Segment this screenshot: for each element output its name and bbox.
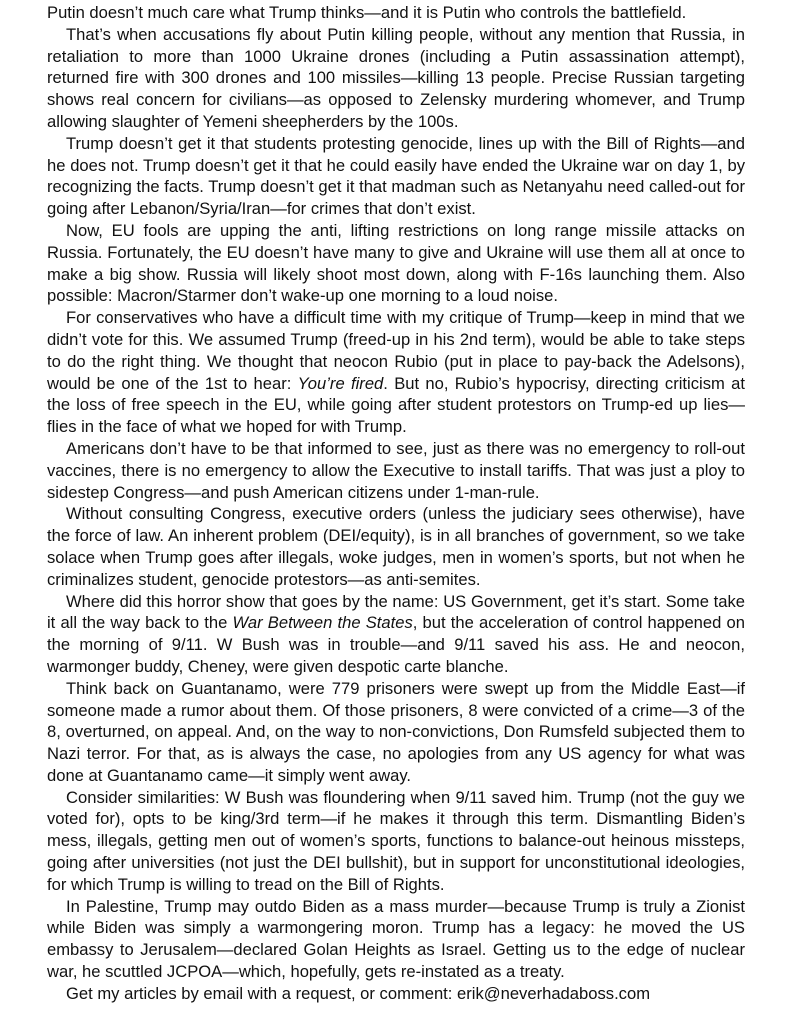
article-paragraph bbox=[47, 787, 745, 896]
article-paragraph bbox=[47, 220, 745, 307]
paragraph-text: Where did this horror show that goes by the name: US Government, get it’s start. Some take it all the way back to the bbox=[47, 591, 745, 633]
article-paragraph bbox=[47, 307, 745, 438]
article-body bbox=[47, 2, 745, 1005]
article-paragraph bbox=[47, 503, 745, 590]
paragraph-text: Consider similarities: W Bush was floundering when 9/11 saved him. Trump (not the guy we voted for), opts to be king/3rd term—if he makes it through this term. Dismantling Biden’s mess, illegals, getting men out of women’s sports, functions to balance-out heinous missteps, going after universities (not just the DEI bullshit), but in support for unconstitutional ideologies, for which Trump is willing to tread on the Bill of Rights. bbox=[47, 787, 745, 894]
paragraph-text: Think back on Guantanamo, were 779 prisoners were swept up from the Middle East—if someone made a rumor about them. Of those prisoners, 8 were convicted of a crime—3 of the 8, overturned, on appeal. And, on the way to non-convictions, Don Rumsfeld subjected them to Nazi terror. For that, as is always the case, no apologies from any US agency for what was done at Guantanamo came—it simply went away. bbox=[47, 678, 745, 785]
article-paragraph bbox=[47, 678, 745, 787]
paragraph-text: , but the acceleration of control happened on the morning of 9/11. W Bush was in trouble—and 9/11 saved his ass. He and neocon, warmonger buddy, Cheney, were given despotic carte blanche. bbox=[47, 613, 745, 676]
paragraph-text: Without consulting Congress, executive orders (unless the judiciary sees otherwise), have the force of law. An inherent problem (DEI/equity), is in all branches of government, so we take solace when Trump goes after illegals, woke judges, men in women’s sports, but not when he criminalizes student, genocide protestors—as anti-semites. bbox=[47, 504, 745, 589]
emphasis-text: War Between the States bbox=[232, 613, 413, 633]
paragraph-text: That’s when accusations fly about Putin killing people, without any mention that Russia, in retaliation to more than 1000 Ukraine drones (including a Putin assassination attempt), returned fire with 300 drones and 100 missiles—killing 13 people. Precise Russian targeting shows real concern for civilians—as opposed to Zelensky murdering whomever, and Trump allowing slaughter of Yemeni sheepherders by the 100s. bbox=[47, 24, 745, 131]
paragraph-text: Now, EU fools are upping the anti, lifting restrictions on long range missile attacks on Russia. Fortunately, the EU doesn’t have many to give and Ukraine will use them all at once to make a big show. Russia will likely shoot most down, along with F-16s launching them. Also possible: Macron/Starmer don’t wake-up one morning to a loud noise. bbox=[47, 220, 745, 306]
paragraph-text: For conservatives who have a difficult time with my critique of Trump—keep in mind that we didn’t vote for this. We assumed Trump (freed-up in his 2nd term), would be able to take steps to do the right thing. We thought that neocon Rubio (put in place to pay-back the Adelsons), would be one of the 1st to hear: bbox=[47, 308, 745, 393]
article-paragraph bbox=[47, 2, 745, 24]
article-paragraph bbox=[47, 24, 745, 133]
paragraph-text: Get my articles by email with a request, or comment: erik@neverhadaboss.com bbox=[66, 983, 651, 1003]
article-paragraph bbox=[47, 133, 745, 220]
contact-line bbox=[47, 983, 745, 1005]
article-paragraph bbox=[47, 591, 745, 678]
paragraph-text: In Palestine, Trump may outdo Biden as a mass murder—because Trump is truly a Zionist while Biden was simply a warmongering moron. Trump has a legacy: he moved the US embassy to Jerusalem—declared Golan Heights as Israel. Getting us to the edge of nuclear war, he scuttled JCPOA—which, hopefully, gets re-instated as a treaty. bbox=[47, 896, 745, 982]
paragraph-text: Americans don’t have to be that informed to see, just as there was no emergency to roll-out vaccines, there is no emergency to allow the Executive to install tariffs. That was just a ploy to sidestep Congress—and push American citizens under 1-man-rule. bbox=[47, 438, 745, 502]
paragraph-text: Putin doesn’t much care what Trump thinks—and it is Putin who controls the battlefield. bbox=[47, 3, 687, 22]
paragraph-text: Trump doesn’t get it that students protesting genocide, lines up with the Bill of Rights—and he does not. Trump doesn’t get it that he could easily have ended the Ukraine war on day 1, by recognizing the facts. Trump doesn’t get it that madman such as Netanyahu need called-out for going after Lebanon/Syria/Iran—for crimes that don’t exist. bbox=[47, 133, 745, 219]
article-paragraph bbox=[47, 896, 745, 983]
emphasis-text: You’re fired bbox=[297, 373, 384, 393]
article-paragraph bbox=[47, 438, 745, 503]
paragraph-text: . But no, Rubio’s hypocrisy, directing criticism at the loss of free speech in the EU, while going after student protestors on Trump-ed up lies—flies in the face of what we hoped for with Trump. bbox=[47, 373, 745, 437]
